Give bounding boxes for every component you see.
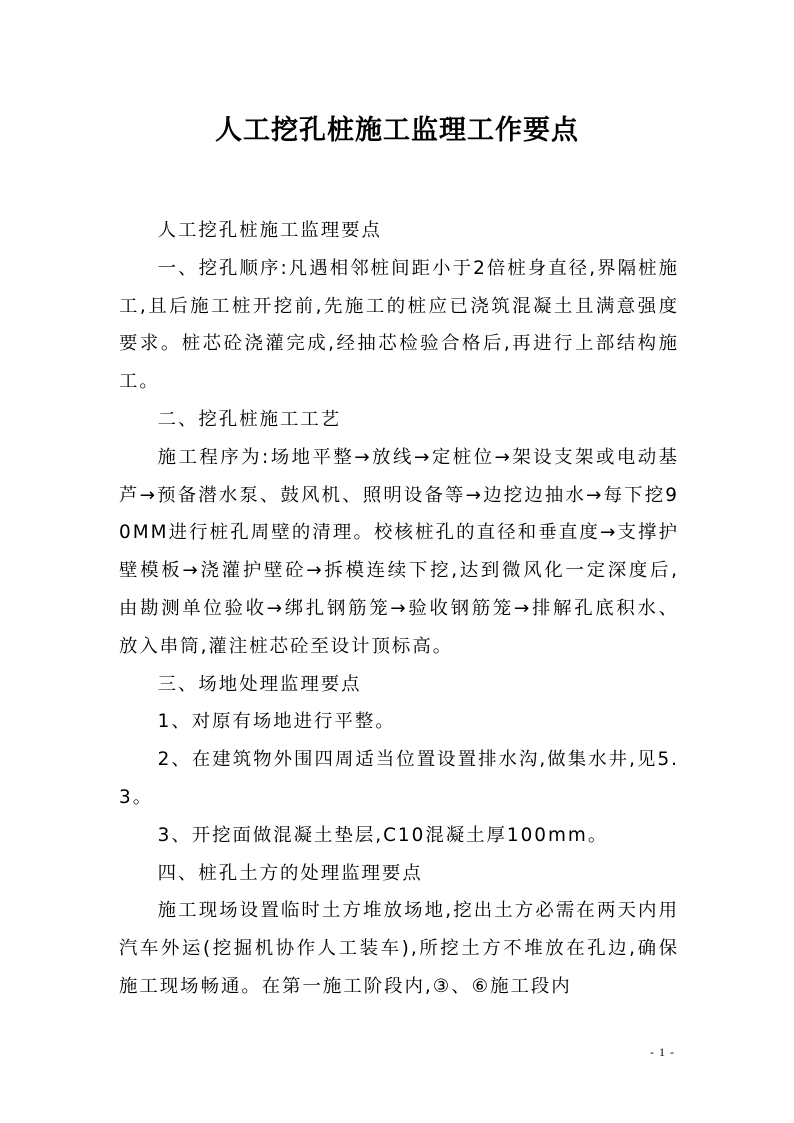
- paragraph: 2、在建筑物外围四周适当位置设置排水沟,做集水井,见5.3。: [119, 749, 679, 808]
- paragraph: 施工现场设置临时土方堆放场地,挖出土方必需在两天内用汽车外运(挖掘机协作人工装车),所挖土方不堆放在孔边,确保施工现场畅通。在第一施工阶段内,③、⑥施工段内: [119, 900, 679, 997]
- document-body: [119, 212, 679, 1006]
- paragraph: 三、场地处理监理要点: [157, 673, 362, 695]
- paragraph: 人工挖孔桩施工监理要点: [157, 220, 382, 241]
- paragraph: 施工程序为:场地平整→放线→定桩位→架设支架或电动基芦→预备潜水泵、鼓风机、照明设备等→边挖边抽水→每下挖90MM进行桩孔周壁的清理。校核桩孔的直径和垂直度→支撑护壁模板→浇灌护壁砼→拆模连续下挖,达到微风化一定深度后,由勘测单位验收→绑扎钢筋笼→验收钢筋笼→排解孔底积水、放入串筒,灌注桩芯砼至设计顶标高。: [119, 446, 679, 657]
- paragraph: 3、开挖面做混凝土垫层,C10混凝土厚100mm。: [157, 824, 609, 846]
- document-title: 人工挖孔桩施工监理工作要点: [215, 115, 579, 146]
- paragraph: 1、对原有场地进行平整。: [157, 711, 396, 733]
- paragraph: 四、桩孔土方的处理监理要点: [157, 862, 423, 884]
- paragraph: 一、挖孔顺序:凡遇相邻桩间距小于2倍桩身直径,界隔桩施工,且后施工桩开挖前,先施工的桩应已浇筑混凝土且满意强度要求。桩芯砼浇灌完成,经抽芯检验合格后,再进行上部结构施工。: [119, 257, 679, 393]
- page-number: - 1 -: [650, 1045, 675, 1059]
- paragraph: 二、挖孔桩施工工艺: [157, 408, 342, 430]
